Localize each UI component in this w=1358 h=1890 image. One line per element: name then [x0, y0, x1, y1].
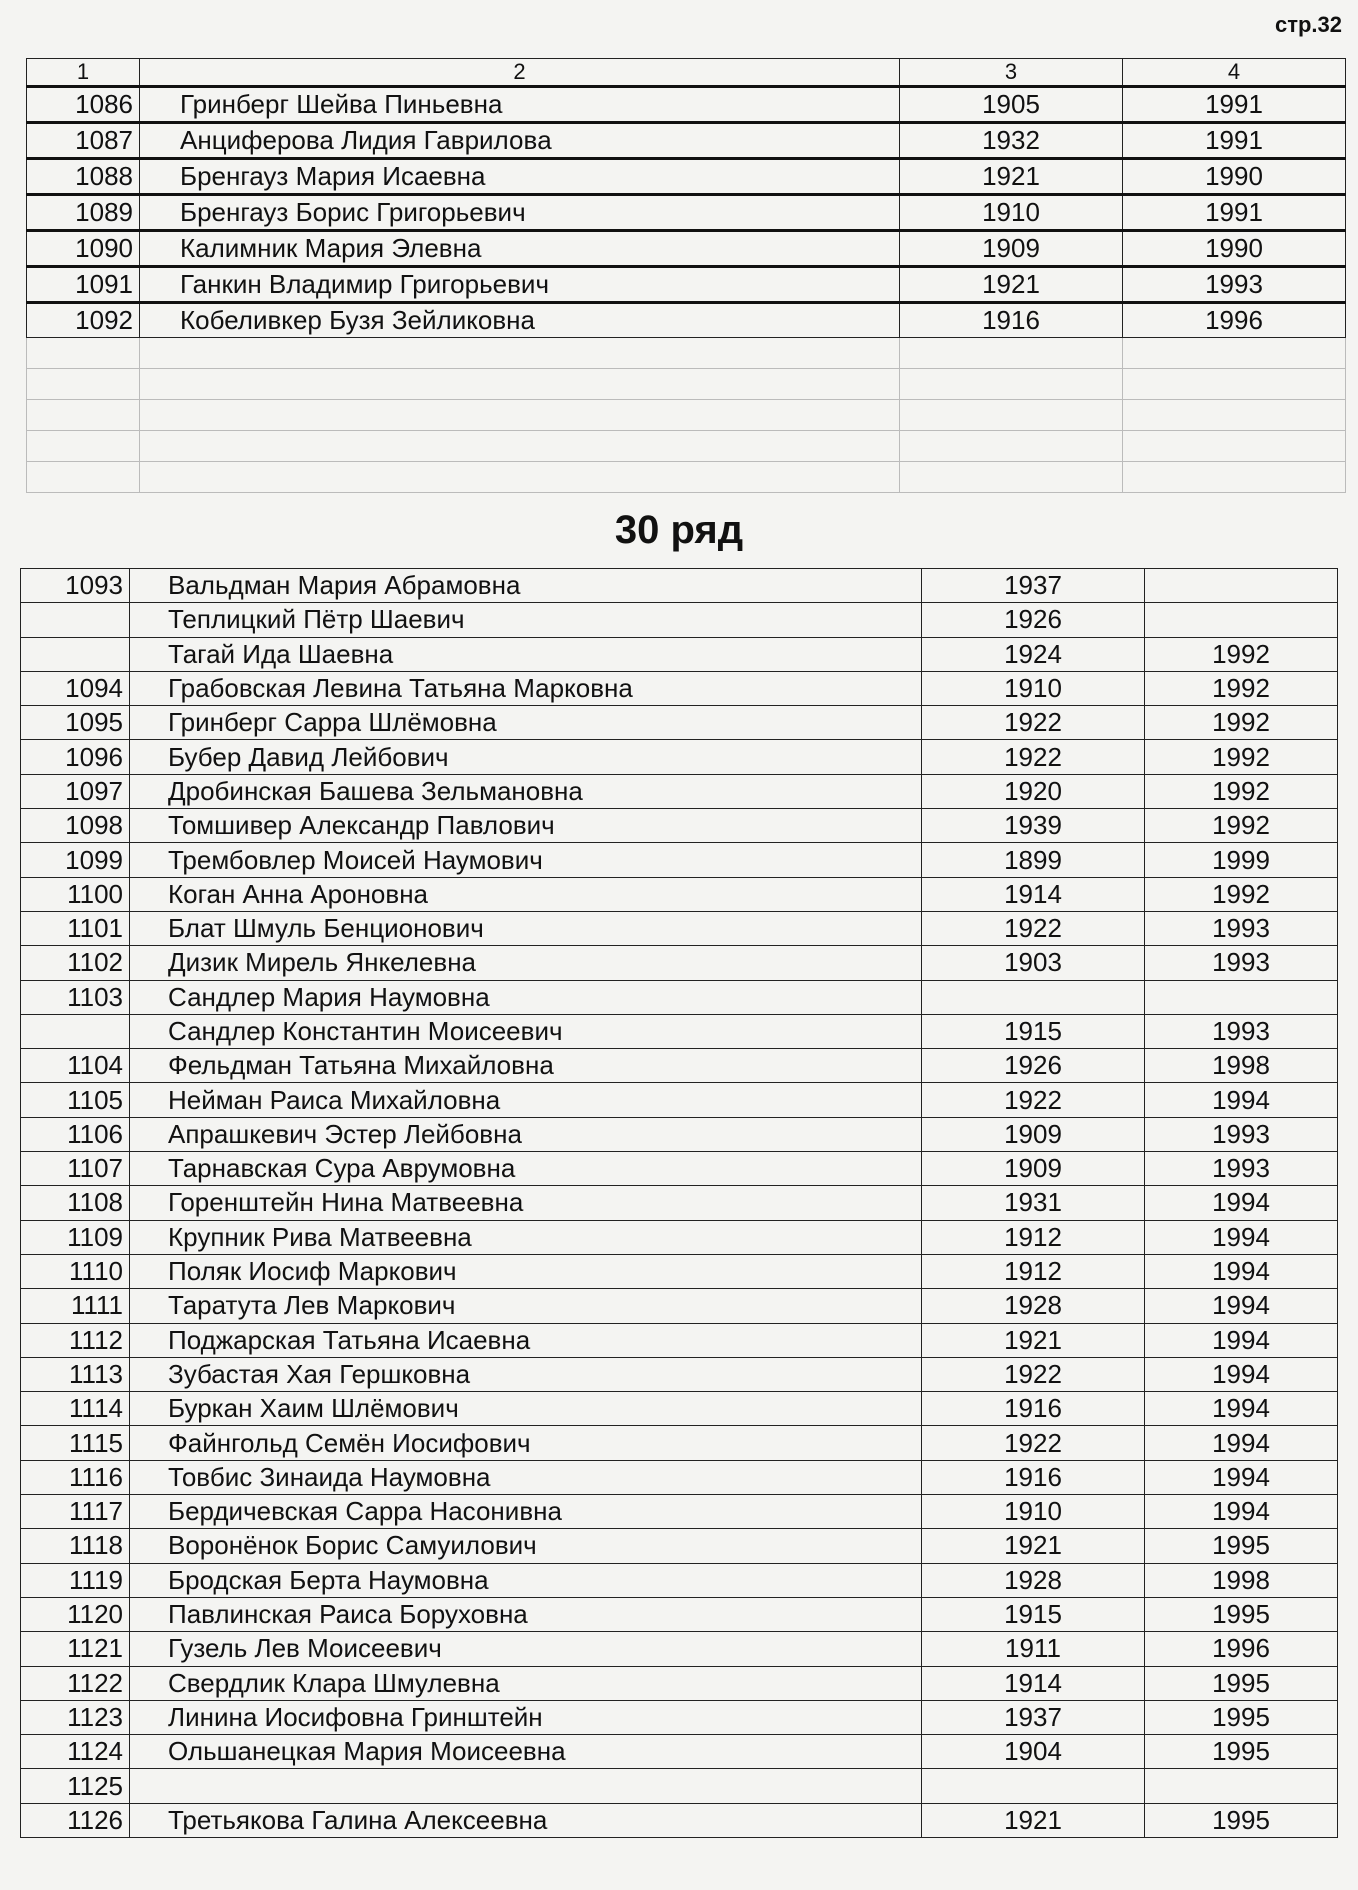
- birth-year: 1910: [922, 1495, 1145, 1529]
- person-name: Тарнавская Сура Аврумовна: [130, 1152, 922, 1186]
- person-name: Дизик Мирель Янкелевна: [130, 946, 922, 980]
- person-name: Гринберг Шейва Пиньевна: [140, 87, 900, 123]
- person-name: Апрашкевич Эстер Лейбовна: [130, 1117, 922, 1151]
- death-year: 1996: [1145, 1632, 1338, 1666]
- birth-year: [922, 1769, 1145, 1803]
- row-number: 1122: [21, 1666, 130, 1700]
- table-row: [21, 569, 1338, 603]
- death-year: [1145, 980, 1338, 1014]
- person-name: Ольшанецкая Мария Моисеевна: [130, 1735, 922, 1769]
- table-row: [21, 1632, 1338, 1666]
- birth-year: 1903: [922, 946, 1145, 980]
- birth-year: 1910: [900, 195, 1123, 231]
- person-name: Блат Шмуль Бенционович: [130, 911, 922, 945]
- birth-year: 1921: [900, 267, 1123, 303]
- birth-year: 1909: [922, 1117, 1145, 1151]
- burial-table-top: [26, 58, 1346, 493]
- person-name: Калимник Мария Элевна: [140, 231, 900, 267]
- row-number: 1126: [21, 1803, 130, 1837]
- empty-row: [27, 431, 1346, 462]
- death-year: 1994: [1145, 1392, 1338, 1426]
- empty-cell: [140, 462, 900, 493]
- row-number: 1094: [21, 671, 130, 705]
- table-row: [21, 671, 1338, 705]
- death-year: 1993: [1145, 946, 1338, 980]
- death-year: 1995: [1145, 1666, 1338, 1700]
- birth-year: 1920: [922, 774, 1145, 808]
- death-year: 1994: [1145, 1357, 1338, 1391]
- table-row: [21, 1152, 1338, 1186]
- table-row: [27, 123, 1346, 159]
- death-year: 1993: [1145, 911, 1338, 945]
- birth-year: 1928: [922, 1563, 1145, 1597]
- birth-year: 1904: [922, 1735, 1145, 1769]
- death-year: 1991: [1123, 123, 1346, 159]
- row-number: 1123: [21, 1700, 130, 1734]
- table-row: [21, 1769, 1338, 1803]
- birth-year: 1931: [922, 1186, 1145, 1220]
- table-row: [21, 774, 1338, 808]
- person-name: Вальдман Мария Абрамовна: [130, 569, 922, 603]
- death-year: 1991: [1123, 195, 1346, 231]
- empty-row: [27, 369, 1346, 400]
- birth-year: 1922: [922, 911, 1145, 945]
- birth-year: 1928: [922, 1289, 1145, 1323]
- death-year: 1998: [1145, 1563, 1338, 1597]
- person-name: Ганкин Владимир Григорьевич: [140, 267, 900, 303]
- death-year: 1990: [1123, 231, 1346, 267]
- row-number: 1107: [21, 1152, 130, 1186]
- person-name: Поджарская Татьяна Исаевна: [130, 1323, 922, 1357]
- empty-cell: [1123, 338, 1346, 369]
- birth-year: 1937: [922, 1700, 1145, 1734]
- row-number: 1125: [21, 1769, 130, 1803]
- row-number: 1091: [27, 267, 140, 303]
- death-year: 1994: [1145, 1495, 1338, 1529]
- birth-year: 1916: [900, 303, 1123, 338]
- row-number: 1104: [21, 1049, 130, 1083]
- table-row: [21, 946, 1338, 980]
- table-row: [21, 1700, 1338, 1734]
- table-row: [21, 1289, 1338, 1323]
- row-number: 1105: [21, 1083, 130, 1117]
- person-name: Гринберг Сарра Шлёмовна: [130, 706, 922, 740]
- birth-year: 1905: [900, 87, 1123, 123]
- death-year: 1995: [1145, 1597, 1338, 1631]
- table-row: [21, 1735, 1338, 1769]
- empty-row: [27, 338, 1346, 369]
- table-row: [21, 1495, 1338, 1529]
- empty-cell: [1123, 400, 1346, 431]
- empty-cell: [900, 431, 1123, 462]
- row-number: 1089: [27, 195, 140, 231]
- person-name: Сандлер Константин Моисеевич: [130, 1014, 922, 1048]
- death-year: 1998: [1145, 1049, 1338, 1083]
- birth-year: 1914: [922, 877, 1145, 911]
- death-year: 1993: [1145, 1117, 1338, 1151]
- table-row: [21, 1666, 1338, 1700]
- section-title: 30 ряд: [614, 508, 744, 552]
- row-number: 1103: [21, 980, 130, 1014]
- table-row: [21, 1357, 1338, 1391]
- table-row: [21, 1392, 1338, 1426]
- death-year: 1994: [1145, 1426, 1338, 1460]
- table-row: [21, 1426, 1338, 1460]
- birth-year: 1915: [922, 1597, 1145, 1631]
- table-row: [21, 1083, 1338, 1117]
- birth-year: 1932: [900, 123, 1123, 159]
- row-number: 1088: [27, 159, 140, 195]
- person-name: Линина Иосифовна Гринштейн: [130, 1700, 922, 1734]
- table-row: [21, 706, 1338, 740]
- person-name: Товбис Зинаида Наумовна: [130, 1460, 922, 1494]
- birth-year: 1922: [922, 1357, 1145, 1391]
- death-year: [1145, 569, 1338, 603]
- table-row: [21, 1803, 1338, 1837]
- row-number: 1116: [21, 1460, 130, 1494]
- table-row: [27, 87, 1346, 123]
- death-year: 1995: [1145, 1700, 1338, 1734]
- death-year: 1993: [1145, 1152, 1338, 1186]
- row-number: 1095: [21, 706, 130, 740]
- page-number: стр.32: [1274, 12, 1342, 37]
- table-row: [21, 1323, 1338, 1357]
- death-year: 1994: [1145, 1186, 1338, 1220]
- row-number: 1097: [21, 774, 130, 808]
- person-name: Таратута Лев Маркович: [130, 1289, 922, 1323]
- birth-year: 1909: [922, 1152, 1145, 1186]
- table-row: [21, 603, 1338, 637]
- death-year: 1992: [1145, 671, 1338, 705]
- person-name: Нейман Раиса Михайловна: [130, 1083, 922, 1117]
- birth-year: 1910: [922, 671, 1145, 705]
- row-number: [21, 603, 130, 637]
- birth-year: 1922: [922, 1426, 1145, 1460]
- empty-cell: [27, 338, 140, 369]
- death-year: 1994: [1145, 1083, 1338, 1117]
- row-number: 1102: [21, 946, 130, 980]
- column-header: 4: [1123, 59, 1346, 87]
- table-row: [27, 267, 1346, 303]
- table-row: [21, 1460, 1338, 1494]
- row-number: 1100: [21, 877, 130, 911]
- death-year: 1992: [1145, 774, 1338, 808]
- row-number: 1106: [21, 1117, 130, 1151]
- row-number: 1118: [21, 1529, 130, 1563]
- empty-cell: [900, 369, 1123, 400]
- row-number: 1109: [21, 1220, 130, 1254]
- empty-cell: [140, 338, 900, 369]
- person-name: Кобеливкер Бузя Зейликовна: [140, 303, 900, 338]
- person-name: Сандлер Мария Наумовна: [130, 980, 922, 1014]
- row-number: 1101: [21, 911, 130, 945]
- row-number: [21, 1014, 130, 1048]
- death-year: [1145, 603, 1338, 637]
- table-row: [21, 1049, 1338, 1083]
- table-row: [21, 809, 1338, 843]
- person-name: Бубер Давид Лейбович: [130, 740, 922, 774]
- birth-year: 1916: [922, 1460, 1145, 1494]
- birth-year: 1911: [922, 1632, 1145, 1666]
- table-row: [21, 1529, 1338, 1563]
- birth-year: 1915: [922, 1014, 1145, 1048]
- birth-year: 1922: [922, 1083, 1145, 1117]
- table-row: [21, 1117, 1338, 1151]
- table-row: [21, 1597, 1338, 1631]
- empty-cell: [900, 462, 1123, 493]
- row-number: 1092: [27, 303, 140, 338]
- table-row: [27, 231, 1346, 267]
- row-number: 1119: [21, 1563, 130, 1597]
- person-name: Бренгауз Мария Исаевна: [140, 159, 900, 195]
- person-name: Свердлик Клара Шмулевна: [130, 1666, 922, 1700]
- death-year: 1992: [1145, 740, 1338, 774]
- table-row: [21, 843, 1338, 877]
- person-name: Дробинская Башева Зельмановна: [130, 774, 922, 808]
- death-year: 1992: [1145, 809, 1338, 843]
- empty-cell: [27, 400, 140, 431]
- row-number: 1099: [21, 843, 130, 877]
- column-header: 3: [900, 59, 1123, 87]
- death-year: 1995: [1145, 1735, 1338, 1769]
- birth-year: 1909: [900, 231, 1123, 267]
- empty-row: [27, 400, 1346, 431]
- person-name: Грабовская Левина Татьяна Марковна: [130, 671, 922, 705]
- row-number: 1120: [21, 1597, 130, 1631]
- person-name: Бренгауз Борис Григорьевич: [140, 195, 900, 231]
- empty-cell: [1123, 369, 1346, 400]
- empty-cell: [27, 369, 140, 400]
- empty-cell: [1123, 462, 1346, 493]
- row-number: 1115: [21, 1426, 130, 1460]
- death-year: 1995: [1145, 1529, 1338, 1563]
- row-number: 1086: [27, 87, 140, 123]
- empty-row: [27, 462, 1346, 493]
- birth-year: 1912: [922, 1220, 1145, 1254]
- birth-year: 1939: [922, 809, 1145, 843]
- row-number: 1087: [27, 123, 140, 159]
- birth-year: 1926: [922, 603, 1145, 637]
- table-row: [21, 740, 1338, 774]
- death-year: 1990: [1123, 159, 1346, 195]
- person-name: Бродская Берта Наумовна: [130, 1563, 922, 1597]
- table-row: [21, 1186, 1338, 1220]
- person-name: Коган Анна Ароновна: [130, 877, 922, 911]
- person-name: Фельдман Татьяна Михайловна: [130, 1049, 922, 1083]
- row-number: 1111: [21, 1289, 130, 1323]
- person-name: Трембовлер Моисей Наумович: [130, 843, 922, 877]
- death-year: [1145, 1769, 1338, 1803]
- birth-year: [922, 980, 1145, 1014]
- column-header: 1: [27, 59, 140, 87]
- person-name: Буркан Хаим Шлёмович: [130, 1392, 922, 1426]
- death-year: 1995: [1145, 1803, 1338, 1837]
- empty-cell: [27, 431, 140, 462]
- person-name: Поляк Иосиф Маркович: [130, 1254, 922, 1288]
- death-year: 1994: [1145, 1220, 1338, 1254]
- row-number: 1113: [21, 1357, 130, 1391]
- empty-cell: [140, 369, 900, 400]
- table-row: [21, 1014, 1338, 1048]
- death-year: 1992: [1145, 706, 1338, 740]
- empty-cell: [140, 431, 900, 462]
- person-name: Горенштейн Нина Матвеевна: [130, 1186, 922, 1220]
- person-name: Анциферова Лидия Гавриловa: [140, 123, 900, 159]
- row-number: 1098: [21, 809, 130, 843]
- death-year: 1993: [1145, 1014, 1338, 1048]
- birth-year: 1916: [922, 1392, 1145, 1426]
- birth-year: 1924: [922, 637, 1145, 671]
- row-number: 1093: [21, 569, 130, 603]
- birth-year: 1922: [922, 706, 1145, 740]
- row-number: 1090: [27, 231, 140, 267]
- death-year: 1994: [1145, 1323, 1338, 1357]
- person-name: Бердичевская Сарра Насонивна: [130, 1495, 922, 1529]
- death-year: 1992: [1145, 637, 1338, 671]
- birth-year: 1899: [922, 843, 1145, 877]
- person-name: Третьякова Галина Алексеевна: [130, 1803, 922, 1837]
- death-year: 1996: [1123, 303, 1346, 338]
- birth-year: 1921: [900, 159, 1123, 195]
- person-name: Файнгольд Семён Иосифович: [130, 1426, 922, 1460]
- person-name: Теплицкий Пётр Шаевич: [130, 603, 922, 637]
- death-year: 1992: [1145, 877, 1338, 911]
- death-year: 1994: [1145, 1460, 1338, 1494]
- death-year: 1993: [1123, 267, 1346, 303]
- empty-cell: [140, 400, 900, 431]
- person-name: Крупник Рива Матвеевна: [130, 1220, 922, 1254]
- person-name: Воронёнок Борис Самуилович: [130, 1529, 922, 1563]
- person-name: Томшивер Александр Павлович: [130, 809, 922, 843]
- person-name: [130, 1769, 922, 1803]
- row-number: 1114: [21, 1392, 130, 1426]
- row-number: 1110: [21, 1254, 130, 1288]
- person-name: Павлинская Раиса Боруховна: [130, 1597, 922, 1631]
- death-year: 1991: [1123, 87, 1346, 123]
- birth-year: 1914: [922, 1666, 1145, 1700]
- empty-cell: [900, 338, 1123, 369]
- table-row: [21, 1254, 1338, 1288]
- death-year: 1994: [1145, 1254, 1338, 1288]
- table-row: [27, 159, 1346, 195]
- table-row: [21, 637, 1338, 671]
- birth-year: 1926: [922, 1049, 1145, 1083]
- table-row: [21, 911, 1338, 945]
- table-row: [27, 195, 1346, 231]
- death-year: 1994: [1145, 1289, 1338, 1323]
- birth-year: 1912: [922, 1254, 1145, 1288]
- person-name: Тагай Ида Шаевна: [130, 637, 922, 671]
- column-header: 2: [140, 59, 900, 87]
- row-number: 1124: [21, 1735, 130, 1769]
- table-row: [27, 303, 1346, 338]
- birth-year: 1922: [922, 740, 1145, 774]
- row-number: 1117: [21, 1495, 130, 1529]
- empty-cell: [1123, 431, 1346, 462]
- row-number: [21, 637, 130, 671]
- row-number: 1096: [21, 740, 130, 774]
- row-number: 1108: [21, 1186, 130, 1220]
- birth-year: 1921: [922, 1529, 1145, 1563]
- empty-cell: [900, 400, 1123, 431]
- table-row: [21, 1563, 1338, 1597]
- table-row: [21, 877, 1338, 911]
- person-name: Гузель Лев Моисеевич: [130, 1632, 922, 1666]
- person-name: Зубастая Хая Гершковна: [130, 1357, 922, 1391]
- empty-cell: [27, 462, 140, 493]
- table-row: [21, 1220, 1338, 1254]
- birth-year: 1937: [922, 569, 1145, 603]
- row-number: 1112: [21, 1323, 130, 1357]
- birth-year: 1921: [922, 1323, 1145, 1357]
- row-number: 1121: [21, 1632, 130, 1666]
- column-header-row: [27, 59, 1346, 87]
- burial-table-row-30: [20, 568, 1338, 1838]
- birth-year: 1921: [922, 1803, 1145, 1837]
- death-year: 1999: [1145, 843, 1338, 877]
- table-row: [21, 980, 1338, 1014]
